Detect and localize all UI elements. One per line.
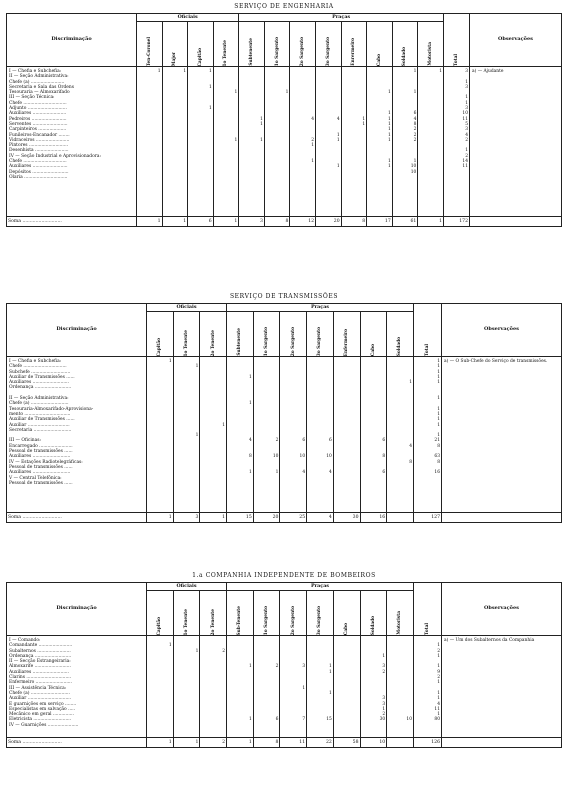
soma-value: 20 bbox=[253, 513, 280, 523]
col-header: Subtenente bbox=[239, 22, 265, 67]
col-header: 2o Tenente bbox=[200, 591, 227, 636]
col-header: Capitão bbox=[147, 312, 174, 357]
col-header: Sub-Tenente bbox=[227, 591, 254, 636]
col-header: 1o Tenente bbox=[173, 591, 200, 636]
col-header: 1o Sargento bbox=[253, 312, 280, 357]
value-cell: 1 bbox=[418, 67, 444, 217]
col-header: Subtenente bbox=[227, 312, 254, 357]
row-totals: 1 1 1 1 1 1 1 1 1 1 1 21 8 63 8 16 bbox=[414, 357, 442, 513]
value-cell bbox=[333, 636, 360, 738]
soma-label: Soma ........................... bbox=[7, 513, 147, 523]
col-header: Soldado bbox=[360, 591, 387, 636]
header-observacoes: Observações bbox=[442, 583, 562, 636]
soma-value: 8 bbox=[253, 738, 280, 748]
soma-value: 22 bbox=[307, 738, 334, 748]
header-oficiais: Oficiais bbox=[147, 304, 227, 312]
soma-value: 8 bbox=[264, 217, 290, 227]
col-header: Enrermeiro bbox=[341, 22, 367, 67]
soma-total: 172 bbox=[444, 217, 470, 227]
col-header: Capitão bbox=[188, 22, 214, 67]
value-cell: 1 1 6 4 8 2 2 2 1 10 10 bbox=[392, 67, 418, 217]
col-header: 2o Sargento bbox=[280, 591, 307, 636]
value-cell: 1 1 1 bbox=[188, 67, 214, 217]
soma-value: 1 bbox=[173, 738, 200, 748]
col-header: 1o Sargento bbox=[264, 22, 290, 67]
header-observacoes: Observações bbox=[470, 14, 562, 67]
col-header: Ten-Coronel bbox=[137, 22, 163, 67]
col-header: 2o Sargento bbox=[280, 312, 307, 357]
soma-total: 127 bbox=[414, 513, 442, 523]
header-observacoes: Observações bbox=[442, 304, 562, 357]
col-header: Cabo bbox=[367, 22, 393, 67]
soma-value: 61 bbox=[392, 217, 418, 227]
row-descriptions: I — Chefia e Subchefia: II — Seção Administrativa: Chefe (a) ........................ Secretaria e Sala das Ordens Tesouraria — Almoxarifado III — Seção Técnica: Chefe ............................... Adjunto ............................ Auxiliares ........................ Pedreiros ......................... Serventes ......................... Carpinteiros .................... Funileiros-Encanador ........ Vidraceiros ........................ Pintores ............................ Desenhista ........................ IV — Seção Industrial e Aprovisionadora: Chefe ............................... Auxiliares ......................... Depósitos .......................... Olaria ............................... bbox=[7, 67, 137, 217]
soma-value: 3 bbox=[173, 513, 200, 523]
header-pracas: Praças bbox=[239, 14, 444, 22]
value-cell: 2 6 bbox=[253, 636, 280, 738]
header-total: Total bbox=[444, 14, 470, 67]
value-cell: 4 2 1 1 bbox=[290, 67, 316, 217]
row-descriptions: I — Chefia e Subchefia: Chefe ............................... Subchefe ............................ Auxiliar de Transmissões ...... Auxiliares .......................... Ordenança .......................... II — Seção Administrativa: Chefe (a) ........................... Tesouraria-Almoxarifado-Aprovisiona- mento ................................. Auxiliar de Transmissões ...... Auxiliar .............................. Secretaria ........................... III — Oficinas: Encarregado ........................ Pessoal de transmissões ...... Auxiliares ........................... IV — Estações Radiotelegráficas: Pessoal de transmissões ...... Auxiliares ........................... V — Central Telefônica: Pessoal de transmissões ...... bbox=[7, 357, 147, 513]
soma-value bbox=[387, 513, 414, 523]
soma-value: 1 bbox=[227, 738, 254, 748]
value-cell: 1 1 bbox=[213, 67, 239, 217]
col-header: 1o Tenente bbox=[173, 312, 200, 357]
value-cell: 1 bbox=[162, 67, 188, 217]
soma-value: 16 bbox=[360, 513, 387, 523]
staff-table bbox=[6, 303, 562, 523]
value-cell: 1 3 2 3 3 1 2 30 bbox=[360, 636, 387, 738]
soma-value: 1 bbox=[147, 513, 174, 523]
col-header: Major bbox=[162, 22, 188, 67]
soma-label: Soma ........................... bbox=[7, 738, 147, 748]
value-cell: 4 1 1 1 bbox=[316, 67, 342, 217]
value-cell: 6 8 6 bbox=[360, 357, 387, 513]
observation: a) — Ajudante bbox=[470, 67, 562, 217]
soma-value: 10 bbox=[360, 738, 387, 748]
soma-value: 2 bbox=[200, 738, 227, 748]
header-discriminacao: Discriminação bbox=[7, 304, 147, 357]
soma-value: 6 bbox=[188, 217, 214, 227]
soma-value: 1 bbox=[200, 513, 227, 523]
soma-value: 1 bbox=[213, 217, 239, 227]
header-total: Total bbox=[414, 583, 442, 636]
header-oficiais: Oficiais bbox=[137, 14, 239, 22]
col-header: 2o Sargento bbox=[290, 22, 316, 67]
value-cell: 1 1 1 1 1 1 1 1 1 bbox=[367, 67, 393, 217]
soma-value: 1 bbox=[137, 217, 163, 227]
soma-value: 1 bbox=[418, 217, 444, 227]
section-engenharia bbox=[6, 3, 562, 227]
section-title: SERVIÇO DE TRANSMISSÕES bbox=[229, 293, 339, 300]
staff-table bbox=[6, 13, 562, 227]
col-header: 3o Sargento bbox=[316, 22, 342, 67]
value-cell: 3 1 7 bbox=[280, 636, 307, 738]
col-header: Motorista bbox=[418, 22, 444, 67]
value-cell: 1 1 1 bbox=[239, 67, 265, 217]
soma-label: Soma ........................... bbox=[7, 217, 137, 227]
observation: a) — O Sub-Chefe do Serviço de transmissões. bbox=[442, 357, 562, 513]
value-cell: 2 10 1 bbox=[253, 357, 280, 513]
soma-value: 15 bbox=[227, 513, 254, 523]
row-totals: 3 1 3 1 1 3 10 11 5 3 4 2 1 2 14 11 bbox=[444, 67, 470, 217]
soma-value: 1 bbox=[162, 217, 188, 227]
soma-value: 58 bbox=[333, 738, 360, 748]
section-title: SERVIÇO DE ENGENHARIA bbox=[234, 3, 334, 10]
col-header: Cabo bbox=[360, 312, 387, 357]
soma-value: 25 bbox=[280, 513, 307, 523]
soma-value: 17 bbox=[367, 217, 393, 227]
soma-total: 126 bbox=[414, 738, 442, 748]
soma-value: 4 bbox=[307, 513, 334, 523]
soma-value: 1 bbox=[147, 738, 174, 748]
soma-obs bbox=[442, 513, 562, 523]
header-oficiais: Oficiais bbox=[147, 583, 227, 591]
soma-obs bbox=[470, 217, 562, 227]
value-cell: 1 1 bbox=[341, 67, 367, 217]
value-cell: 10 bbox=[387, 636, 414, 738]
value-cell: 1 1 1 15 bbox=[307, 636, 334, 738]
col-header: 1o Sargento bbox=[253, 591, 280, 636]
soma-value: 3 bbox=[239, 217, 265, 227]
value-cell: 1 bbox=[137, 67, 163, 217]
row-descriptions: I — Comando: Comandante ........................ Subalternos ........................ Ordenança .......................... II — Secção Estrangeiraria: Almoxarife .......................... Auxiliares .......................... Clarins ................................ Enfermeiro .......................... III — Assistência Técnica: Chefe (a) ............................ Auxiliar ............................... E guarnições em serviço ........ Especialistas em salvação ..... Mecânico em geral ............... Eletricista ........................... IV — Guarnições ...................... bbox=[7, 636, 147, 738]
value-cell: 6 10 4 bbox=[280, 357, 307, 513]
soma-value bbox=[387, 738, 414, 748]
col-header: Motorista bbox=[387, 591, 414, 636]
section-title: 1.a COMPANHIA INDEPENDENTE DE BOMBEIROS bbox=[192, 572, 376, 579]
col-header: 3o Sargento bbox=[307, 312, 334, 357]
value-cell: 1 bbox=[200, 357, 227, 513]
col-header: 2o Tenente bbox=[200, 312, 227, 357]
value-cell: 1 bbox=[173, 636, 200, 738]
value-cell: 1 bbox=[147, 636, 174, 738]
col-header: 3o Sargento bbox=[307, 591, 334, 636]
value-cell: 6 10 4 bbox=[307, 357, 334, 513]
col-header: Soldado bbox=[392, 22, 418, 67]
value-cell: 1 4 8 bbox=[387, 357, 414, 513]
value-cell bbox=[333, 357, 360, 513]
soma-obs bbox=[442, 738, 562, 748]
header-total: Total bbox=[414, 304, 442, 357]
header-discriminacao: Discriminação bbox=[7, 583, 147, 636]
soma-value: 11 bbox=[280, 738, 307, 748]
header-pracas: Praças bbox=[227, 583, 414, 591]
col-header: Soldado bbox=[387, 312, 414, 357]
staff-table bbox=[6, 582, 562, 748]
row-totals: 1 2 1 1 9 2 1 1 1 4 11 1 80 bbox=[414, 636, 442, 738]
soma-value: 8 bbox=[341, 217, 367, 227]
value-cell: 1 bbox=[147, 357, 174, 513]
col-header: Capitão bbox=[147, 591, 174, 636]
header-pracas: Praças bbox=[227, 304, 414, 312]
col-header: Cabo bbox=[333, 591, 360, 636]
value-cell: 1 1 4 8 1 bbox=[227, 357, 254, 513]
value-cell: 2 bbox=[200, 636, 227, 738]
col-header: Enfermeiro bbox=[333, 312, 360, 357]
observation: a) — Um dos Subalternos da Companhia bbox=[442, 636, 562, 738]
soma-value: 12 bbox=[290, 217, 316, 227]
soma-value: 20 bbox=[316, 217, 342, 227]
soma-value: 30 bbox=[333, 513, 360, 523]
section-transmissoes bbox=[6, 293, 562, 523]
col-header: 1o Tenente bbox=[213, 22, 239, 67]
header-discriminacao: Discriminação bbox=[7, 14, 137, 67]
value-cell: 1 1 bbox=[227, 636, 254, 738]
section-bombeiros bbox=[6, 572, 562, 748]
value-cell: 1 bbox=[264, 67, 290, 217]
value-cell: 1 1 bbox=[173, 357, 200, 513]
